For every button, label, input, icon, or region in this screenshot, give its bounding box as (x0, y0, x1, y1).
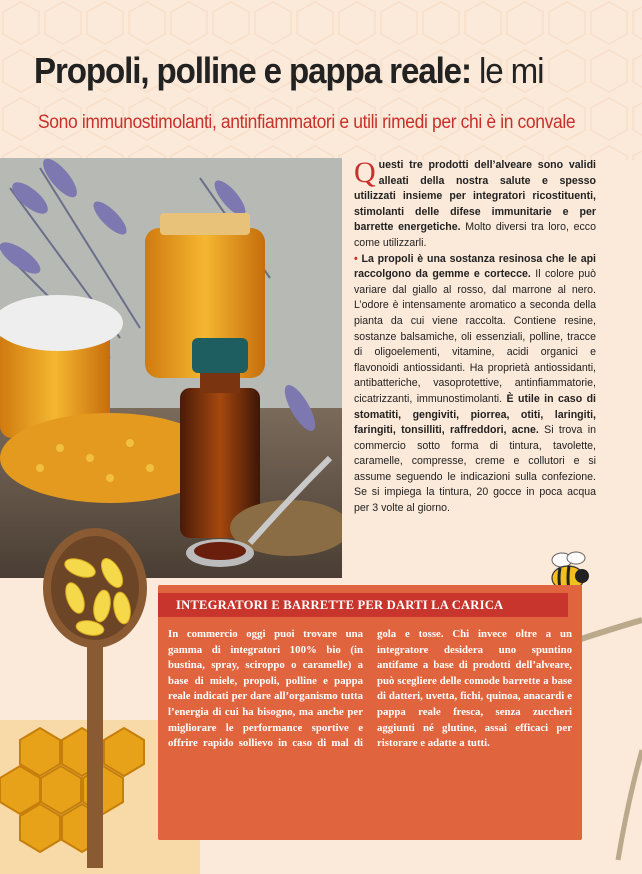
article-paragraph-propoli: • La propoli è una sostanza resinosa che le api raccolgono da gemme e cortecce. Il colore può variare dal giallo al rosso, dal marrone al nero. L’odore è intensamente aromatico a seconda della pianta da cui viene raccolta. Contiene resine, sostanze balsamiche, oli essenziali, polline, tracce di oligoelementi, vitamine, acidi organici e flavonoidi antiossidanti. Ha proprietà antiossidanti, antibatteriche, vasoprotettive, antinfiammatorie, cicatrizzanti, immunostimolanti. È utile in caso di stomatiti, gengiviti, piorrea, otiti, laringiti, faringiti, tonsilliti, raffreddori, acne. Si trova in commercio sotto forma di tintura, tavolette, caramelle, compresse, creme e collutori e si assume seguendo le indicazioni sulla confezione. Se si impiega la tintura, 20 gocce in poca acqua per 3 volte al giorno. (354, 252, 596, 515)
page-title (34, 50, 593, 92)
rope-decoration (578, 600, 642, 874)
bee-products-photo (0, 158, 342, 578)
supplement-spoon-photo (40, 528, 150, 868)
article-text (354, 158, 596, 517)
page-subtitle: Sono immunostimolanti, antinfiammatori e utili rimedi per chi è in convale (38, 112, 576, 133)
supplements-box (158, 585, 582, 840)
box-title: INTEGRATORI E BARRETTE PER DARTI LA CARICA (158, 593, 568, 617)
dropcap: Q (354, 156, 376, 189)
title-bold: Propoli, polline e pappa reale: (34, 50, 471, 91)
article-paragraph-intro: Questi tre prodotti dell’alveare sono validi alleati della nostra salute e spesso utilizzati insieme per integratori ricostituenti, stimolanti delle difese immunitarie e per barrette energetiche. Molto diversi tra loro, ecco come utilizzarli. (354, 156, 596, 249)
bullet-icon: • (354, 252, 358, 265)
title-light: le mi (470, 50, 544, 91)
box-text: In commercio oggi puoi trovare una gamma di integratori 100% bio (in bustina, spray, sciroppo o caramelle) a base di miele, propoli, polline e pappa reale indicati per dare all’organismo tutta l’energia di cui ha bisogno, ma anche per migliorare le performance sportive e offrire rapido sollievo in caso di mal di gola e tosse. Chi invece oltre a un integratore desidera uno spuntino antifame a base di prodotti dell’alveare, può scegliere delle comode barrette a base di datteri, uvetta, fichi, quinoa, anacardi e pappa reale fresca, senza zuccheri aggiunti né glutine, assai efficaci per ristorare e adatte a tutti. (168, 628, 572, 750)
